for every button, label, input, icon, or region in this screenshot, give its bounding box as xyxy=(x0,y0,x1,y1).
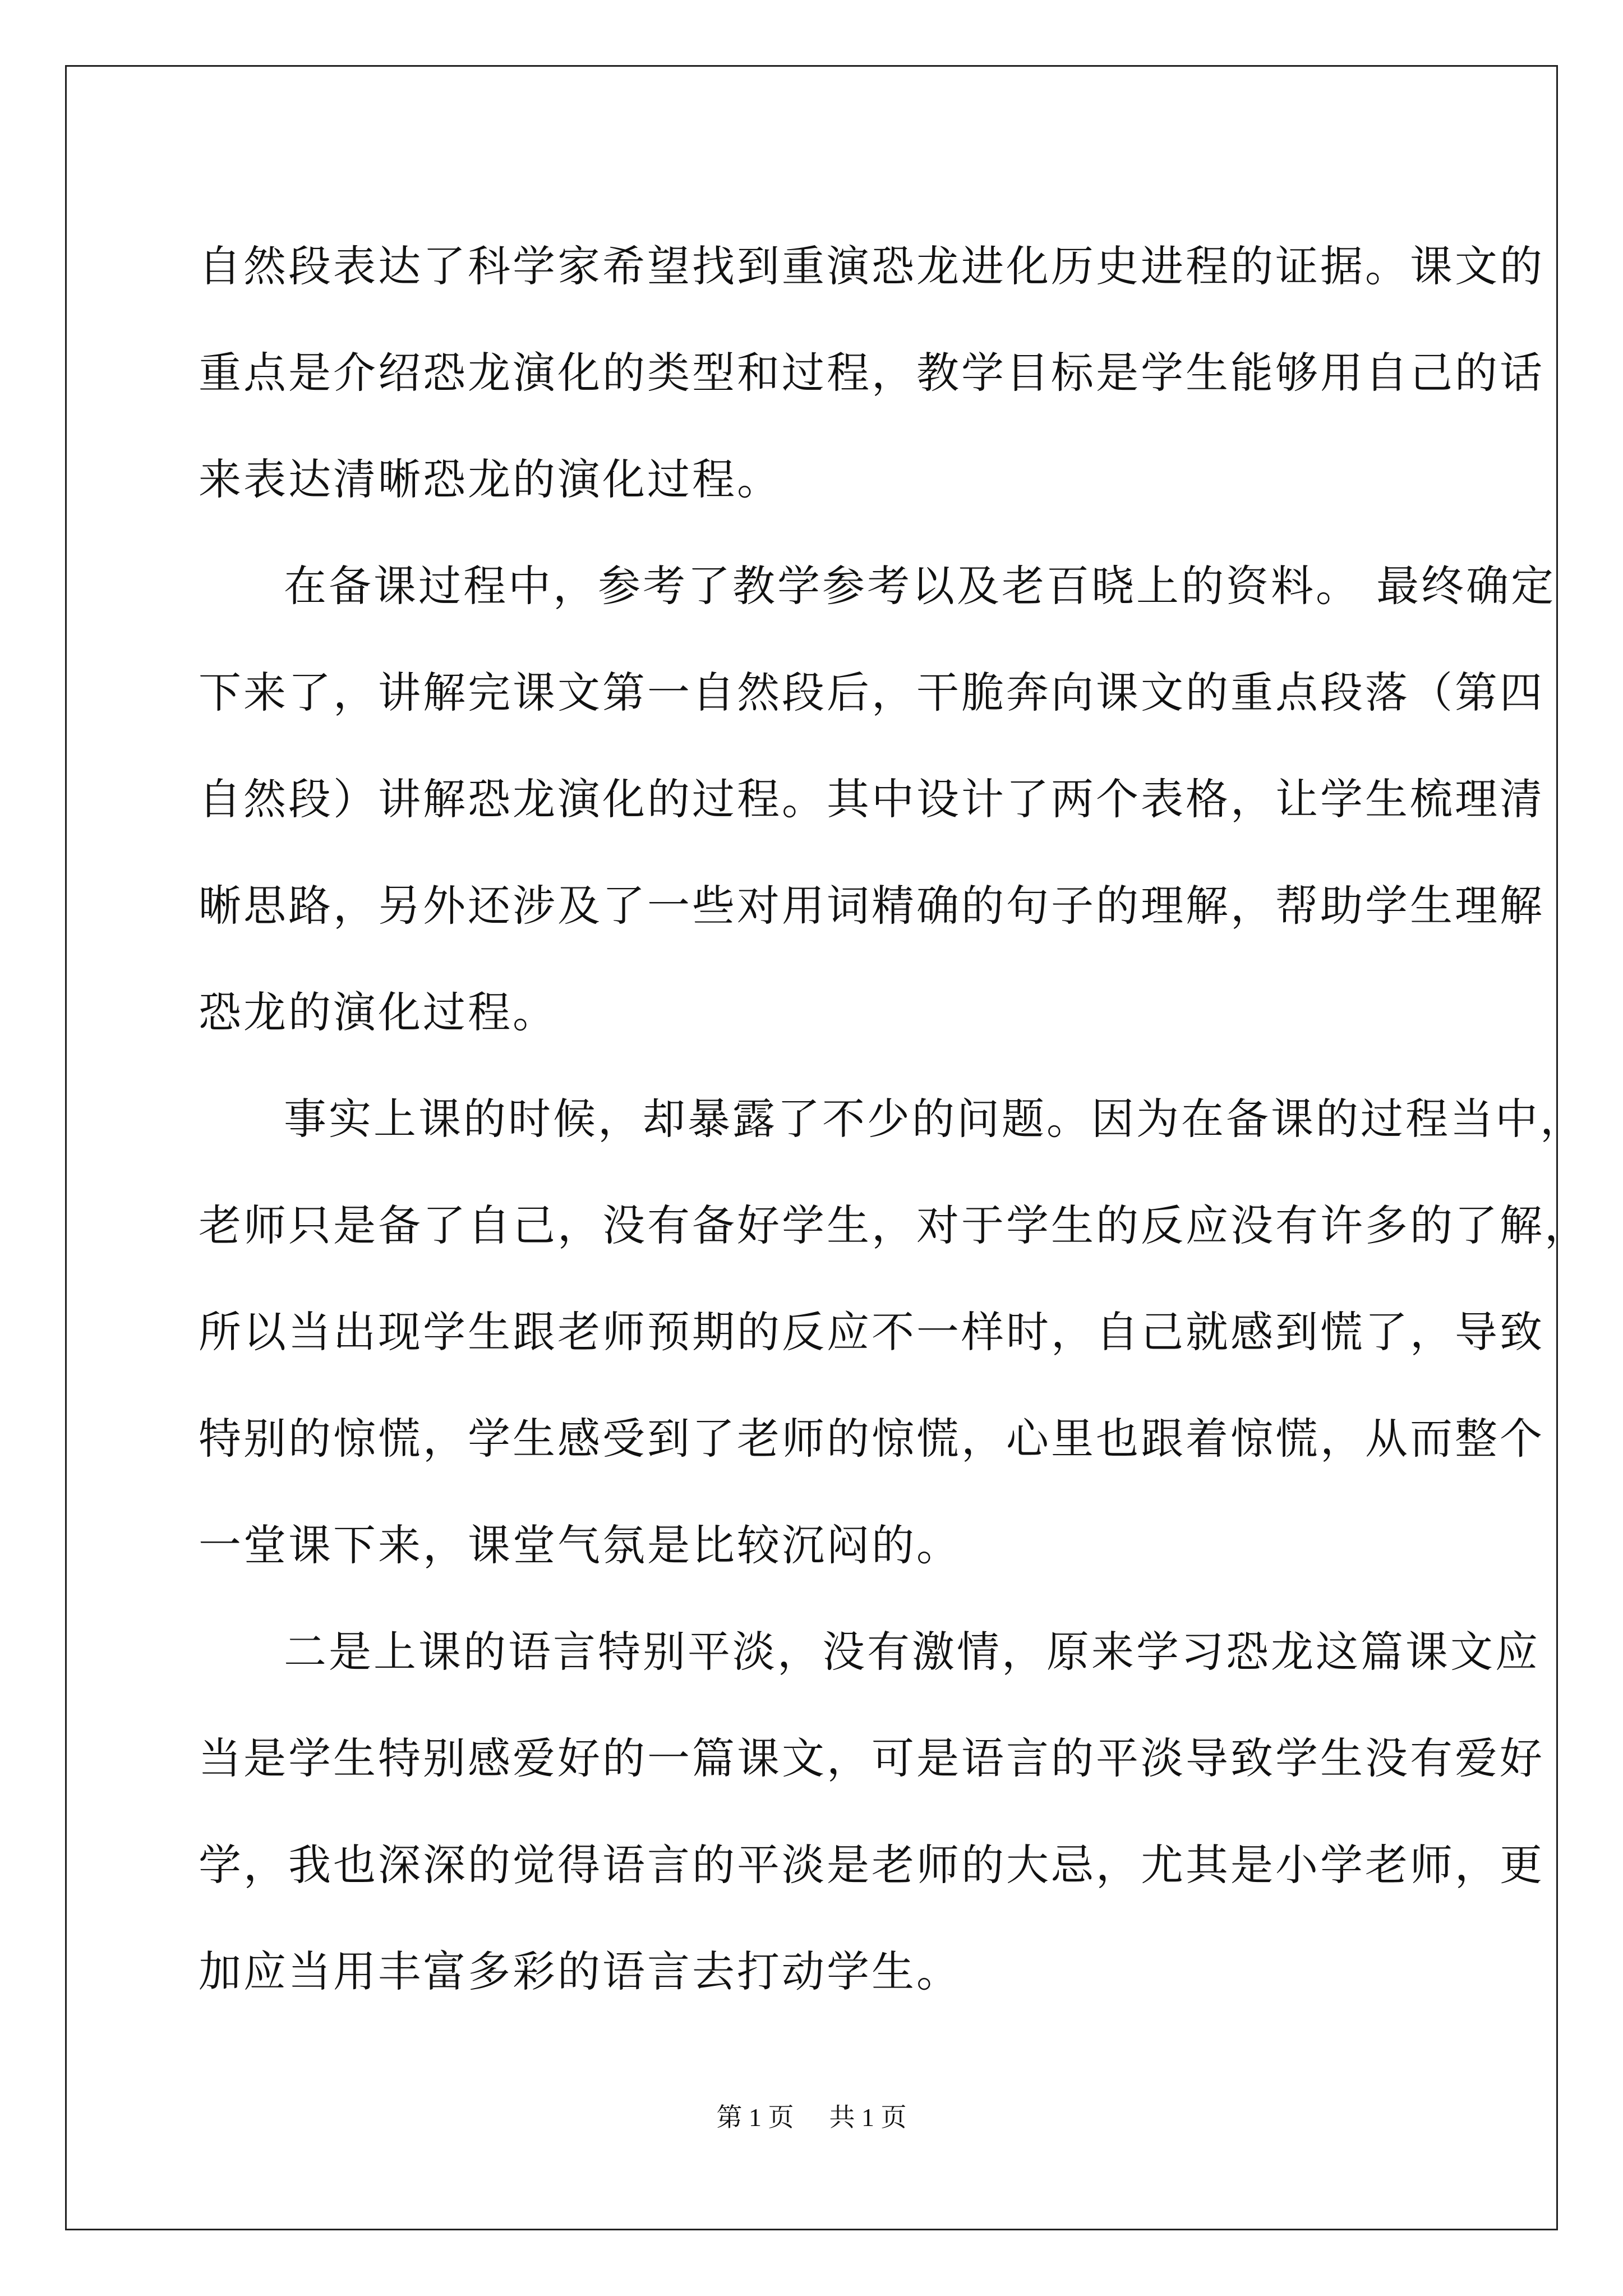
text-line: 重点是介绍恐龙演化的类型和过程，教学目标是学生能够用自己的话 xyxy=(199,348,1544,398)
text-line: 下来了，讲解完课文第一自然段后，干脆奔向课文的重点段落（第四 xyxy=(199,668,1544,717)
page-footer xyxy=(0,2097,1623,2134)
text-line: 老师只是备了自己，没有备好学生，对于学生的反应没有许多的了解， xyxy=(199,1200,1589,1250)
text-line: 学，我也深深的觉得语言的平淡是老师的大忌，尤其是小学老师，更 xyxy=(199,1840,1544,1890)
page-number: 第 1 页 xyxy=(716,2103,794,2132)
text-line: 晰思路，另外还涉及了一些对用词精确的句子的理解，帮助学生理解 xyxy=(199,881,1544,931)
text-line: 自然段）讲解恐龙演化的过程。其中设计了两个表格，让学生梳理清 xyxy=(199,774,1544,824)
text-line: 当是学生特别感爱好的一篇课文，可是语言的平淡导致学生没有爱好 xyxy=(199,1733,1544,1783)
text-line: 加应当用丰富多彩的语言去打动学生。 xyxy=(199,1947,961,1996)
text-line: 一堂课下来，课堂气氛是比较沉闷的。 xyxy=(199,1520,961,1570)
page-total: 共 1 页 xyxy=(829,2103,907,2132)
text-line: 二是上课的语言特别平淡，没有激情，原来学习恐龙这篇课文应 xyxy=(284,1627,1540,1677)
text-line: 来表达清晰恐龙的演化过程。 xyxy=(199,454,782,504)
text-line: 事实上课的时候，却暴露了不少的问题。因为在备课的过程当中， xyxy=(284,1094,1585,1144)
text-line: 特别的惊慌，学生感受到了老师的惊慌，心里也跟着惊慌，从而整个 xyxy=(199,1414,1544,1464)
text-line: 所以当出现学生跟老师预期的反应不一样时，自己就感到慌了，导致 xyxy=(199,1307,1544,1357)
text-line: 恐龙的演化过程。 xyxy=(199,987,557,1037)
document-body xyxy=(199,213,1589,2025)
text-line: 自然段表达了科学家希望找到重演恐龙进化历史进程的证据。课文的 xyxy=(199,241,1544,291)
text-line: 在备课过程中，参考了教学参考以及老百晓上的资料。 最终确定 xyxy=(284,561,1556,611)
